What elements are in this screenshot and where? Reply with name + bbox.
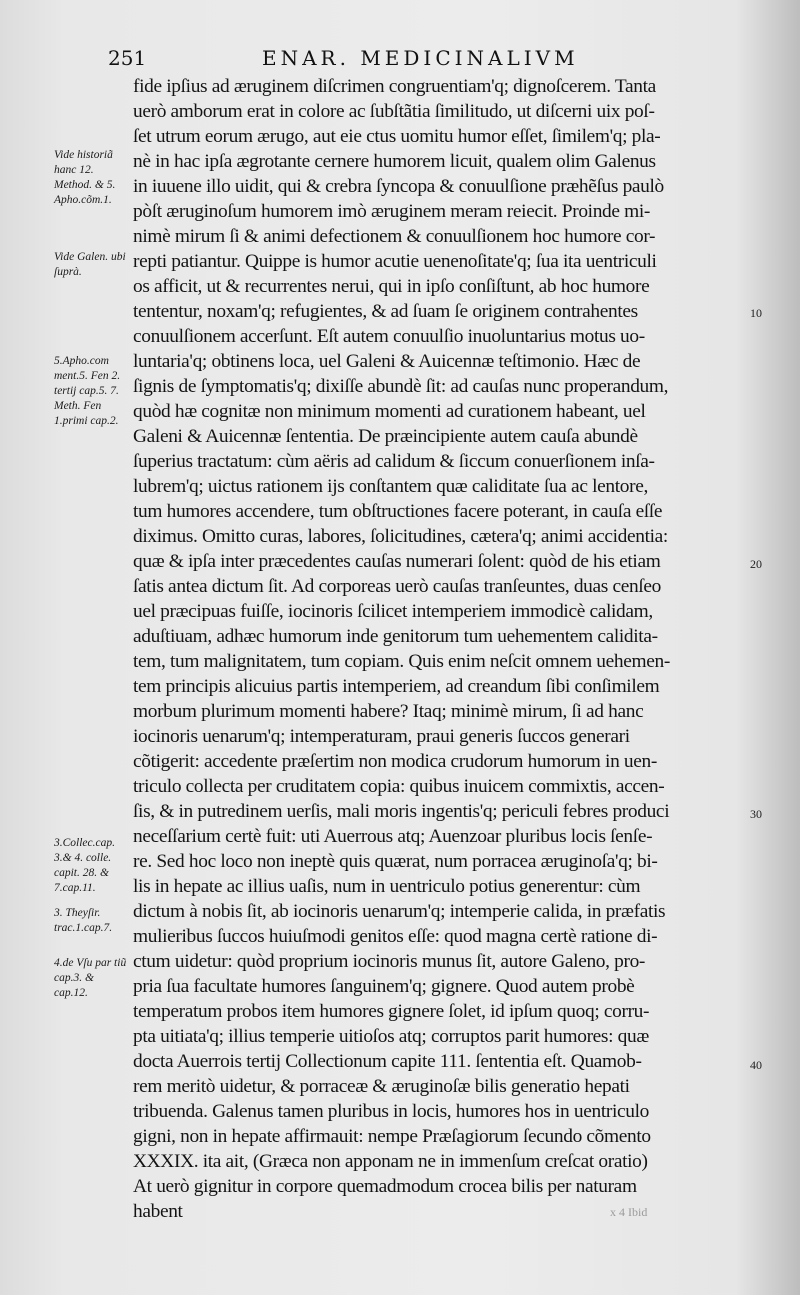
text-line: os afficit, ut & recurrentes nerui, qui in ipſo conſiſtunt, ab hoc humore	[133, 276, 650, 297]
text-line: aduſtiuam, adhæc humorum inde genitorum tum uehementem calidita-	[133, 626, 658, 647]
text-line: Galeni & Auicennæ ſententia. De præincipiente autem cauſa abundè	[133, 426, 638, 447]
margin-note: 3.Collec.cap. 3.& 4. colle. capit. 28. & 7.cap.11.	[54, 837, 115, 894]
text-line: pta uitiata'q; illius temperie uitioſos atq; corruptos parit humores: quæ	[133, 1026, 649, 1047]
margin-note: 5.Apho.com ment.5. Fen 2. tertij cap.5. 7. Meth. Fen 1.primi cap.2.	[54, 355, 121, 427]
text-line: tententur, noxam'q; refugientes, & ad ſuam ſe originem contrahentes	[133, 301, 638, 322]
text-line: tem, tum malignitatem, tum copiam. Quis enim neſcit omnem uehemen-	[133, 651, 670, 672]
text-line: dictum à nobis ſit, ab iocinoris uenarum'q; intemperie calida, in præfatis	[133, 901, 666, 922]
text-line: ſignis de ſymptomatis'q; dixiſſe abundè ſit: ad cauſas nunc properandum,	[133, 376, 669, 397]
margin-note: Vide Galen. ubi ſuprà.	[54, 251, 126, 278]
text-line: repti patiantur. Quippe is humor acutie uenenoſitate'q; ſua ita uentriculi	[133, 251, 657, 272]
catchword	[133, 1224, 788, 1249]
text-line: ſis, & in putredinem uerſis, mali moris ingentis'q; periculi febres produci	[133, 801, 670, 822]
text-line: uel præcipuas fuiſſe, iocinoris ſcilicet intemperiem immodicè calidam,	[133, 601, 653, 622]
text-line: uerò amborum erat in colore ac ſubſtãtia ſimilitudo, ut diſcerni uix poſ-	[133, 101, 655, 122]
text-line: habent	[133, 1201, 183, 1222]
text-line: mulieribus ſuccos huiuſmodi genitos eſſe: quod magna certè ratione di-	[133, 926, 658, 947]
text-line: quæ & ipſa inter præcedentes cauſas numerari ſolent: quòd de his etiam	[133, 551, 661, 572]
text-line: temperatum probos item humores gignere ſolet, id ipſum quoq; corru-	[133, 1001, 650, 1022]
text-line: gigni, non in hepate affirmauit: nempe Præſagiorum ſecundo cõmento	[133, 1126, 651, 1147]
text-line: luntaria'q; obtinens loca, uel Galeni & Auicennæ teſtimonio. Hæc de	[133, 351, 641, 372]
running-head: ENAR. MEDICINALIVM	[262, 46, 579, 70]
margin-note: 3. Theyſir. trac.1.cap.7.	[54, 907, 113, 934]
text-line: in iuuene illo uidit, qui & crebra ſyncopa & conuulſione præhẽſus paulò	[133, 176, 664, 197]
text-line: neceſſarium certè fuit: uti Auerrous atq; Auenzoar pluribus locis ſenſe-	[133, 826, 653, 847]
margin-note: Vide historiã hanc 12. Method. & 5. Apho.cõm.1.	[54, 149, 116, 206]
text-line: ctum uidetur: quòd proprium iocinoris munus ſit, autore Galeno, pro-	[133, 951, 646, 972]
text-line: pria ſua facultate humores ſanguinem'q; gignere. Quod autem probè	[133, 976, 635, 997]
line-number: 40	[750, 1058, 762, 1072]
text-line: tum humores accendere, tum obſtructiones facere poterant, in cauſa eſſe	[133, 501, 663, 522]
text-line: conuulſionem accerſunt. Eſt autem conuulſio inuoluntarius motus uo-	[133, 326, 645, 347]
body-text	[133, 74, 788, 1249]
bleed-through-text: x 4 Ibid	[610, 1205, 648, 1219]
text-line: ſet utrum eorum ærugo, aut eie ctus uomitu humor eſſet, ſimilem'q; pla-	[133, 126, 661, 147]
text-line: At uerò gignitur in corpore quemadmodum crocea bilis per naturam	[133, 1176, 637, 1197]
line-number: 30	[750, 807, 762, 821]
text-line: lis in hepate ac illius uaſis, num in uentriculo potius generentur: cùm	[133, 876, 641, 897]
text-line: ſuperius tractatum: cùm aëris ad calidum & ſiccum conuerſionem inſa-	[133, 451, 655, 472]
text-line: re. Sed hoc loco non ineptè quis quærat, num porracea æruginoſa'q; bi-	[133, 851, 658, 872]
text-line: morbum plurimum momenti habere? Itaq; minimè mirum, ſi ad hanc	[133, 701, 644, 722]
text-line: nimè mirum ſi & animi defectionem & conuulſionem hoc humore cor-	[133, 226, 656, 247]
text-line: docta Auerrois tertij Collectionum capite 111. ſententia eſt. Quamob-	[133, 1051, 642, 1072]
margin-note: 4.de Vſu par tiũ cap.3. & cap.12.	[54, 957, 127, 999]
text-line: fide ipſius ad æruginem diſcrimen congruentiam'q; dignoſcerem. Tanta	[133, 76, 656, 97]
text-line: lubrem'q; uictus rationem ijs conſtantem quæ caliditate ſua ac lentore,	[133, 476, 648, 497]
text-line: tem principis alicuius partis intemperiem, ad creandum ſibi conſimilem	[133, 676, 660, 697]
line-number: 10	[750, 306, 762, 320]
text-line: XXXIX. ita ait, (Græca non apponam ne in immenſum creſcat oratio)	[133, 1151, 648, 1172]
text-line: quòd hæ cognitæ non minimum momenti ad curationem habeant, uel	[133, 401, 646, 422]
text-line: diximus. Omitto curas, labores, ſolicitudines, cætera'q; animi accidentia:	[133, 526, 668, 547]
text-line: nè in hac ipſa ægrotante cernere humorem licuit, qualem olim Galenus	[133, 151, 656, 172]
text-line: pòſt æruginoſum humorem imò æruginem meram reiecit. Proinde mi-	[133, 201, 651, 222]
text-line: ſatis antea dictum ſit. Ad corporeas uerò cauſas tranſeuntes, duas cenſeo	[133, 576, 661, 597]
page-number: 251	[108, 46, 147, 70]
text-line: triculo collecta per cruditatem copia: quibus inuicem commixtis, accen-	[133, 776, 665, 797]
line-number: 20	[750, 557, 762, 571]
text-line: rem meritò uidetur, & porraceæ & æruginoſæ bilis generatio hepati	[133, 1076, 630, 1097]
text-line: iocinoris uenarum'q; intemperaturam, praui generis ſuccos generari	[133, 726, 630, 747]
text-line: tribuenda. Galenus tamen pluribus in locis, humores hos in uentriculo	[133, 1101, 649, 1122]
text-line: cõtigerit: accedente præſertim non modica crudorum humorum in uen-	[133, 751, 657, 772]
page-header	[0, 46, 800, 76]
